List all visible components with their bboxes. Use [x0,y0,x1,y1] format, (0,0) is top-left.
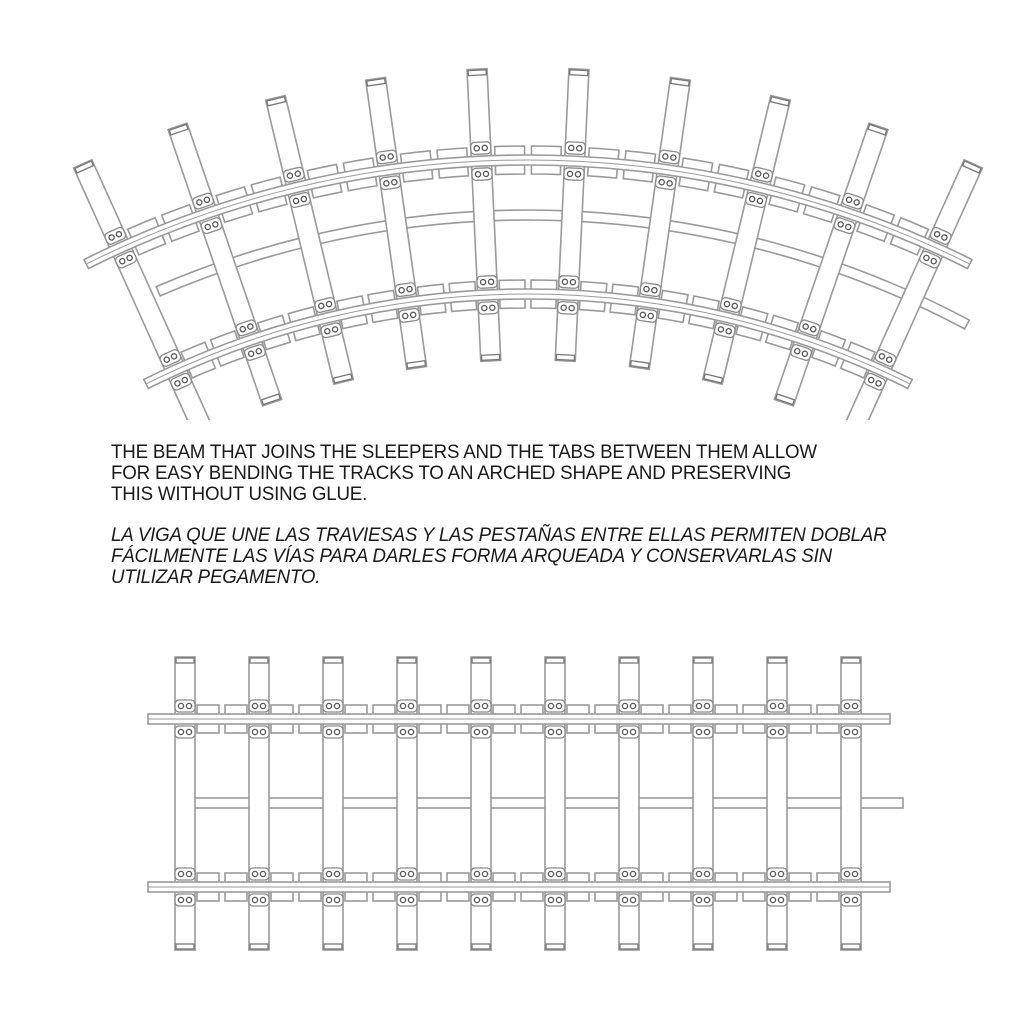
bolt-icon [186,703,191,708]
bolt-icon [326,729,331,734]
bolt-icon [852,703,857,708]
bolt-icon [178,871,183,876]
caption-english-line: FOR EASY BENDING THE TRACKS TO AN ARCHED SHAPE AND PRESERVING [111,462,792,484]
bolt-icon [852,729,857,734]
bolt-icon [178,729,183,734]
bolt-icon [696,703,701,708]
bolt-icon [704,703,709,708]
sleeper-end-cap [842,658,860,663]
bolt-icon [260,871,265,876]
sleeper-group [471,657,491,950]
bolt-icon [474,871,479,876]
beam [178,798,903,808]
sleeper-group [841,657,861,950]
bolt-icon [474,897,479,902]
bolt-icon [844,703,849,708]
bolt-icon [408,703,413,708]
caption-spanish-line: LA VIGA QUE UNE LAS TRAVIESAS Y LAS PESTAÑAS ENTRE ELLAS PERMITEN DOBLAR [111,524,887,546]
sleeper-end-cap [398,658,416,663]
bolt-icon [252,871,257,876]
bolt-icon [556,897,561,902]
bolt-icon [334,897,339,902]
bolt-icon [622,897,627,902]
sleeper-group [767,657,787,950]
bolt-icon [408,897,413,902]
bolt-icon [770,729,775,734]
bolt-icon [852,871,857,876]
bolt-icon [770,703,775,708]
sleeper-group [619,657,639,950]
bolt-icon [178,897,183,902]
sleeper-group [545,657,565,950]
bolt-icon [556,729,561,734]
bolt-icon [408,729,413,734]
bolt-icon [778,871,783,876]
bolt-icon [778,897,783,902]
bolt-icon [400,871,405,876]
sleeper-group [175,657,195,950]
bolt-icon [556,871,561,876]
bolt-icon [630,897,635,902]
bolt-icon [704,871,709,876]
bolt-icon [400,703,405,708]
bolt-icon [334,703,339,708]
bolt-icon [630,703,635,708]
bolt-icon [334,729,339,734]
sleeper-end-cap [472,658,490,663]
sleeper-end-cap [620,658,638,663]
bolt-icon [548,729,553,734]
sleeper-end-cap [620,944,638,949]
bolt-icon [252,897,257,902]
bolt-icon [474,703,479,708]
bolt-icon [556,703,561,708]
sleeper-group [323,657,343,950]
bolt-icon [482,703,487,708]
bolt-icon [778,729,783,734]
sleeper-end-cap [768,944,786,949]
bolt-icon [696,729,701,734]
sleeper-end-cap [398,944,416,949]
sleeper-end-cap [176,944,194,949]
sleeper-group [693,657,713,950]
bolt-icon [474,729,479,734]
sleeper-group [397,657,417,950]
sleeper-end-cap [176,658,194,663]
bolt-icon [548,703,553,708]
bolt-icon [400,897,405,902]
bolt-icon [704,729,709,734]
sleeper-end-cap [324,944,342,949]
sleeper-end-cap [694,658,712,663]
bolt-icon [548,897,553,902]
sleeper-end-cap [694,944,712,949]
sleeper-end-cap [250,658,268,663]
bolt-icon [844,729,849,734]
bolt-icon [548,871,553,876]
sleeper-end-cap [546,944,564,949]
bolt-icon [622,871,627,876]
bolt-icon [326,871,331,876]
bolt-icon [622,703,627,708]
sleeper-end-cap [842,944,860,949]
bolt-icon [260,729,265,734]
bolt-icon [400,729,405,734]
bolt-icon [326,897,331,902]
sleeper-group [249,657,269,950]
caption-spanish [111,525,937,588]
caption-english-line: THIS WITHOUT USING GLUE. [111,483,368,505]
bolt-icon [770,897,775,902]
caption-spanish-line: UTILIZAR PEGAMENTO. [111,566,321,588]
bolt-icon [186,729,191,734]
bolt-icon [852,897,857,902]
bolt-icon [252,729,257,734]
bolt-icon [326,703,331,708]
bolt-icon [482,897,487,902]
bolt-icon [334,871,339,876]
sleeper-end-cap [768,658,786,663]
bolt-icon [778,703,783,708]
bolt-icon [260,703,265,708]
bolt-icon [482,729,487,734]
sleeper-end-cap [324,658,342,663]
sleeper-end-cap [250,944,268,949]
bolt-icon [186,897,191,902]
sleeper-end-cap [546,658,564,663]
caption-english-line: THE BEAM THAT JOINS THE SLEEPERS AND THE TABS BETWEEN THEM ALLOW [111,441,817,463]
caption-english [111,442,937,505]
caption-spanish-line: FÁCILMENTE LAS VÍAS PARA DARLES FORMA ARQUEADA Y CONSERVARLAS SIN [111,545,832,567]
bolt-icon [630,729,635,734]
bolt-icon [630,871,635,876]
bolt-icon [696,871,701,876]
bolt-icon [770,871,775,876]
bolt-icon [178,703,183,708]
bolt-icon [186,871,191,876]
bolt-icon [482,871,487,876]
bolt-icon [260,897,265,902]
bolt-icon [622,729,627,734]
bolt-icon [408,871,413,876]
sleeper-end-cap [472,944,490,949]
bolt-icon [704,897,709,902]
bolt-icon [844,897,849,902]
bolt-icon [252,703,257,708]
bolt-icon [696,897,701,902]
bolt-icon [844,871,849,876]
